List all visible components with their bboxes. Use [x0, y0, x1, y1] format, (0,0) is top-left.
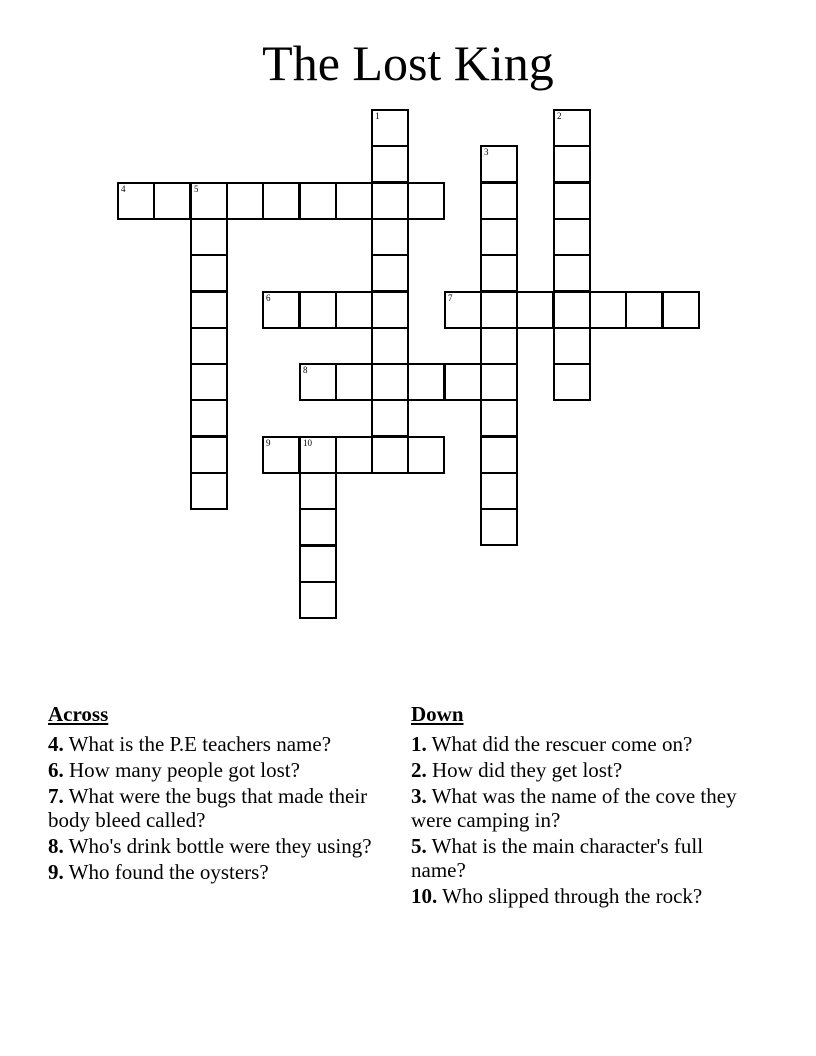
grid-cell[interactable] [589, 291, 627, 329]
down-clue [411, 758, 756, 782]
grid-cell[interactable] [516, 291, 554, 329]
clue-text: How did they get lost? [432, 758, 623, 782]
down-clue-list [411, 732, 756, 908]
grid-cell[interactable] [371, 109, 409, 147]
clue-number: 3. [411, 784, 427, 808]
grid-cell[interactable] [371, 291, 409, 329]
grid-cell[interactable] [553, 109, 591, 147]
across-clue [48, 784, 378, 832]
grid-cell[interactable] [262, 436, 300, 474]
grid-cell[interactable] [407, 436, 445, 474]
grid-cell[interactable] [299, 291, 337, 329]
clue-number: 2 [557, 111, 562, 121]
grid-cell[interactable] [262, 182, 300, 220]
clue-text: What were the bugs that made their body bleed called? [48, 784, 368, 832]
grid-cell[interactable] [371, 327, 409, 365]
grid-cell[interactable] [117, 182, 155, 220]
clue-text: What did the rescuer come on? [431, 732, 693, 756]
clue-number: 1. [411, 732, 427, 756]
clue-text: What was the name of the cove they were camping in? [411, 784, 737, 832]
grid-cell[interactable] [153, 182, 191, 220]
grid-cell[interactable] [553, 182, 591, 220]
across-clue [48, 834, 378, 858]
clue-text: Who's drink bottle were they using? [68, 834, 372, 858]
across-heading: Across [48, 702, 109, 726]
down-clue [411, 732, 756, 756]
clue-number: 4 [121, 184, 126, 194]
grid-cell[interactable] [480, 508, 518, 546]
clue-text: What is the main character's full name? [411, 834, 704, 882]
clue-text: How many people got lost? [69, 758, 300, 782]
across-clue [48, 758, 378, 782]
grid-cell[interactable] [190, 363, 228, 401]
grid-cell[interactable] [190, 291, 228, 329]
clue-text: What is the P.E teachers name? [68, 732, 332, 756]
grid-cell[interactable] [480, 145, 518, 183]
grid-cell[interactable] [553, 254, 591, 292]
grid-cell[interactable] [335, 363, 373, 401]
grid-cell[interactable] [190, 436, 228, 474]
clue-number: 10. [411, 884, 438, 908]
grid-cell[interactable] [444, 291, 482, 329]
grid-cell[interactable] [299, 581, 337, 619]
grid-cell[interactable] [553, 327, 591, 365]
clue-text: Who found the oysters? [68, 860, 269, 884]
grid-cell[interactable] [371, 436, 409, 474]
grid-cell[interactable] [299, 436, 337, 474]
down-heading: Down [411, 702, 464, 726]
grid-cell[interactable] [444, 363, 482, 401]
grid-cell[interactable] [662, 291, 700, 329]
clue-number: 8 [303, 365, 308, 375]
puzzle-title: The Lost King [262, 35, 554, 91]
grid-cell[interactable] [190, 254, 228, 292]
grid-cell[interactable] [407, 363, 445, 401]
grid-cell[interactable] [480, 399, 518, 437]
grid-cell[interactable] [335, 182, 373, 220]
clue-number: 10 [303, 438, 312, 448]
grid-cell[interactable] [190, 399, 228, 437]
grid-cell[interactable] [190, 327, 228, 365]
down-clue [411, 884, 756, 908]
across-clue-list [48, 732, 378, 884]
clue-number: 6 [266, 293, 271, 303]
down-clues [411, 702, 756, 910]
grid-cell[interactable] [407, 182, 445, 220]
grid-cell[interactable] [299, 545, 337, 583]
grid-cell[interactable] [190, 218, 228, 256]
grid-cell[interactable] [371, 145, 409, 183]
clue-number: 7 [448, 293, 453, 303]
grid-cell[interactable] [480, 218, 518, 256]
clue-number: 8. [48, 834, 64, 858]
clue-number: 9. [48, 860, 64, 884]
grid-cell[interactable] [299, 472, 337, 510]
across-clue [48, 732, 378, 756]
grid-cell[interactable] [371, 363, 409, 401]
clue-number: 3 [484, 147, 489, 157]
grid-cell[interactable] [480, 291, 518, 329]
clue-number: 7. [48, 784, 64, 808]
clue-number: 6. [48, 758, 64, 782]
grid-cell[interactable] [553, 291, 591, 329]
grid-cell[interactable] [480, 327, 518, 365]
grid-cell[interactable] [299, 182, 337, 220]
grid-cell[interactable] [553, 145, 591, 183]
clue-text: Who slipped through the rock? [442, 884, 703, 908]
grid-cell[interactable] [335, 436, 373, 474]
grid-cell[interactable] [335, 291, 373, 329]
grid-cell[interactable] [371, 399, 409, 437]
grid-cell[interactable] [371, 254, 409, 292]
down-clue [411, 784, 756, 832]
clue-number: 4. [48, 732, 64, 756]
grid-cell[interactable] [226, 182, 264, 220]
grid-cell[interactable] [480, 436, 518, 474]
grid-cell[interactable] [553, 363, 591, 401]
clue-number: 1 [375, 111, 380, 121]
grid-cell[interactable] [371, 182, 409, 220]
grid-cell[interactable] [262, 291, 300, 329]
grid-cell[interactable] [299, 508, 337, 546]
clue-number: 9 [266, 438, 271, 448]
down-clue [411, 834, 756, 882]
across-clues [48, 702, 378, 886]
grid-cell[interactable] [480, 254, 518, 292]
grid-cell[interactable] [480, 182, 518, 220]
grid-cell[interactable] [190, 472, 228, 510]
across-clue [48, 860, 378, 884]
grid-cell[interactable] [299, 363, 337, 401]
grid-cell[interactable] [553, 218, 591, 256]
grid-cell[interactable] [480, 363, 518, 401]
grid-cell[interactable] [371, 218, 409, 256]
grid-cell[interactable] [625, 291, 663, 329]
clue-number: 5 [194, 184, 199, 194]
grid-cell[interactable] [480, 472, 518, 510]
grid-cell[interactable] [190, 182, 228, 220]
clue-number: 2. [411, 758, 427, 782]
clue-number: 5. [411, 834, 427, 858]
